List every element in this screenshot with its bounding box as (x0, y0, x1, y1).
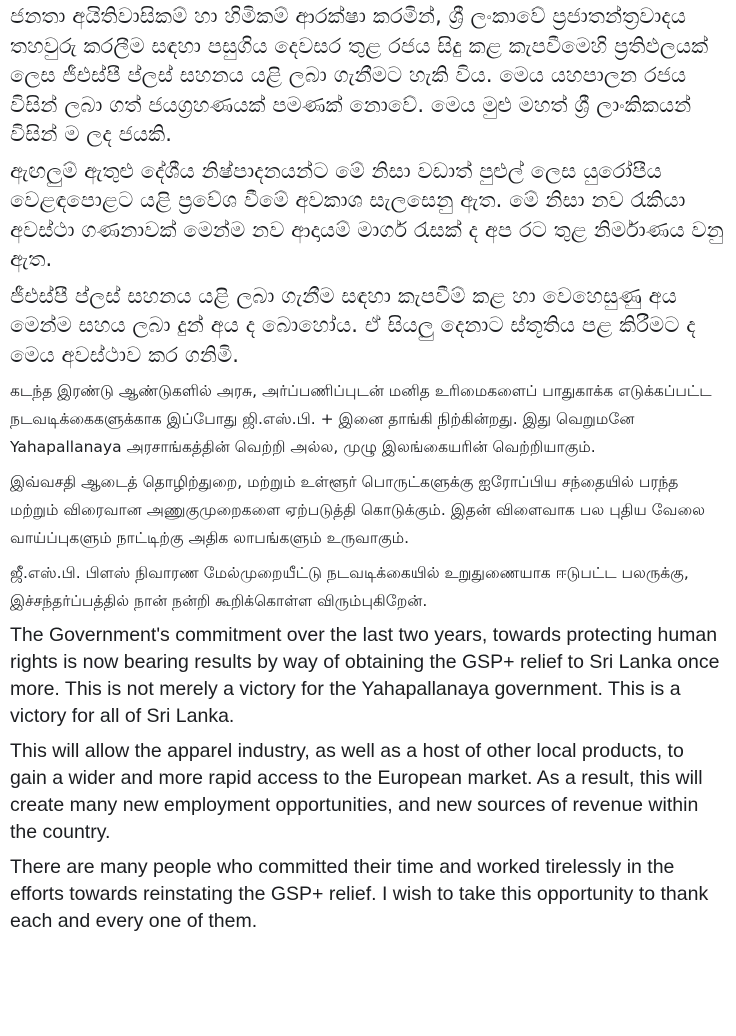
sinhala-paragraph-1: ජනතා අයිතිවාසිකම් හා හිමිකම් ආරක්ෂා කරමින්, ශ්‍රී ලංකාවේ ප්‍රජාතන්ත්‍රවාදය තහවුරු කරලීම සඳහා පසුගිය දෙවසර තුළ රජය සිදු කළ කැපවීමෙහි ප්‍රතිඵලයක් ලෙස ජීඑස්පී ප්ලස් සහනය යළි ලබා ගැනීමට හැකි විය. මෙය යහපාලන රජය විසින් ලබා ගත් ජයග්‍රහණයක් පමණක් නොවේ. මෙය මුළු මහත් ශ්‍රී ලාංකිකයන් විසින් ම ලද ජයකි. (10, 4, 709, 146)
tamil-paragraph-1: கடந்த இரண்டு ஆண்டுகளில் அரசு, அர்ப்பணிப்புடன் மனித உரிமைகளைப் பாதுகாக்க எடுக்கப்பட்ட நடவடிக்கைகளுக்காக இப்போது ஜி.எஸ்.பி. + இனை தாங்கி நிற்கின்றது. இது வெறுமனே Yahapallanaya அரசாங்கத்தின் வெற்றி அல்ல, முழு இலங்கையரின் வெற்றியாகும். (10, 382, 712, 456)
sinhala-paragraph-3: ජීඑස්පී ප්ලස් සහනය යළි ලබා ගැනීම සඳහා කැපවීම් කළ හා වෙහෙසුණු අය මෙන්ම සහය ලබා දුන් අය ද බොහෝය. ඒ සියලු දෙනාට ස්තූතිය පළ කිරීමට ද මෙය අවස්ථාව කර ගනිමි. (10, 283, 696, 367)
sinhala-paragraph-2: ඇඟලුම් ඇතුළු දේශීය නිෂ්පාදනයන්ට මේ නිසා වඩාත් පුළුල් ලෙස යුරෝපීය වෙළඳපොළට යළි ප්‍රවේශ වීමේ අවකාශ සැලසෙනු ඇත. මේ නිසා නව රැකියා අවස්ථා ගණනාවක් මෙන්ම නව ආදායම් මාර්ග රැසක් ද අප රට තුළ නිර්මාණය වනු ඇත. (10, 158, 724, 271)
english-paragraph-2: This will allow the apparel industry, as well as a host of other local products, to gain a wider and more rapid access to the European market. As a result, this will create many new employment opportunities, and new sources of revenue within the country. (10, 740, 703, 843)
english-paragraph-1: The Government's commitment over the last two years, towards protecting human rights is now bearing results by way of obtaining the GSP+ relief to Sri Lanka once more. This is not merely a victory for the Yahapallanaya government. This is a victory for all of Sri Lanka. (10, 624, 720, 727)
tamil-paragraph-3: ஜீ.எஸ்.பி. பிளஸ் நிவாரண மேல்முறையீட்டு நடவடிக்கையில் உறுதுணையாக ஈடுபட்ட பலருக்கு, இச்சந்தர்ப்பத்தில் நான் நன்றி கூறிக்கொள்ள விரும்புகிறேன். (10, 564, 689, 610)
tamil-section (10, 377, 726, 615)
sinhala-section (10, 2, 726, 370)
english-section (10, 622, 726, 935)
english-paragraph-3: There are many people who committed their time and worked tirelessly in the efforts towards reinstating the GSP+ relief. I wish to take this opportunity to thank each and every one of them. (10, 856, 709, 932)
tamil-paragraph-2: இவ்வசதி ஆடைத் தொழிற்துறை, மற்றும் உள்ளூர் பொருட்களுக்கு ஐரோப்பிய சந்தையில் பரந்த மற்றும் விரைவான அணுகுமுறைகளை ஏற்படுத்தி கொடுக்கும். இதன் விளைவாக பல புதிய வேலை வாய்ப்புகளும் நாட்டிற்கு அதிக லாபங்களும் உருவாகும். (10, 473, 706, 547)
